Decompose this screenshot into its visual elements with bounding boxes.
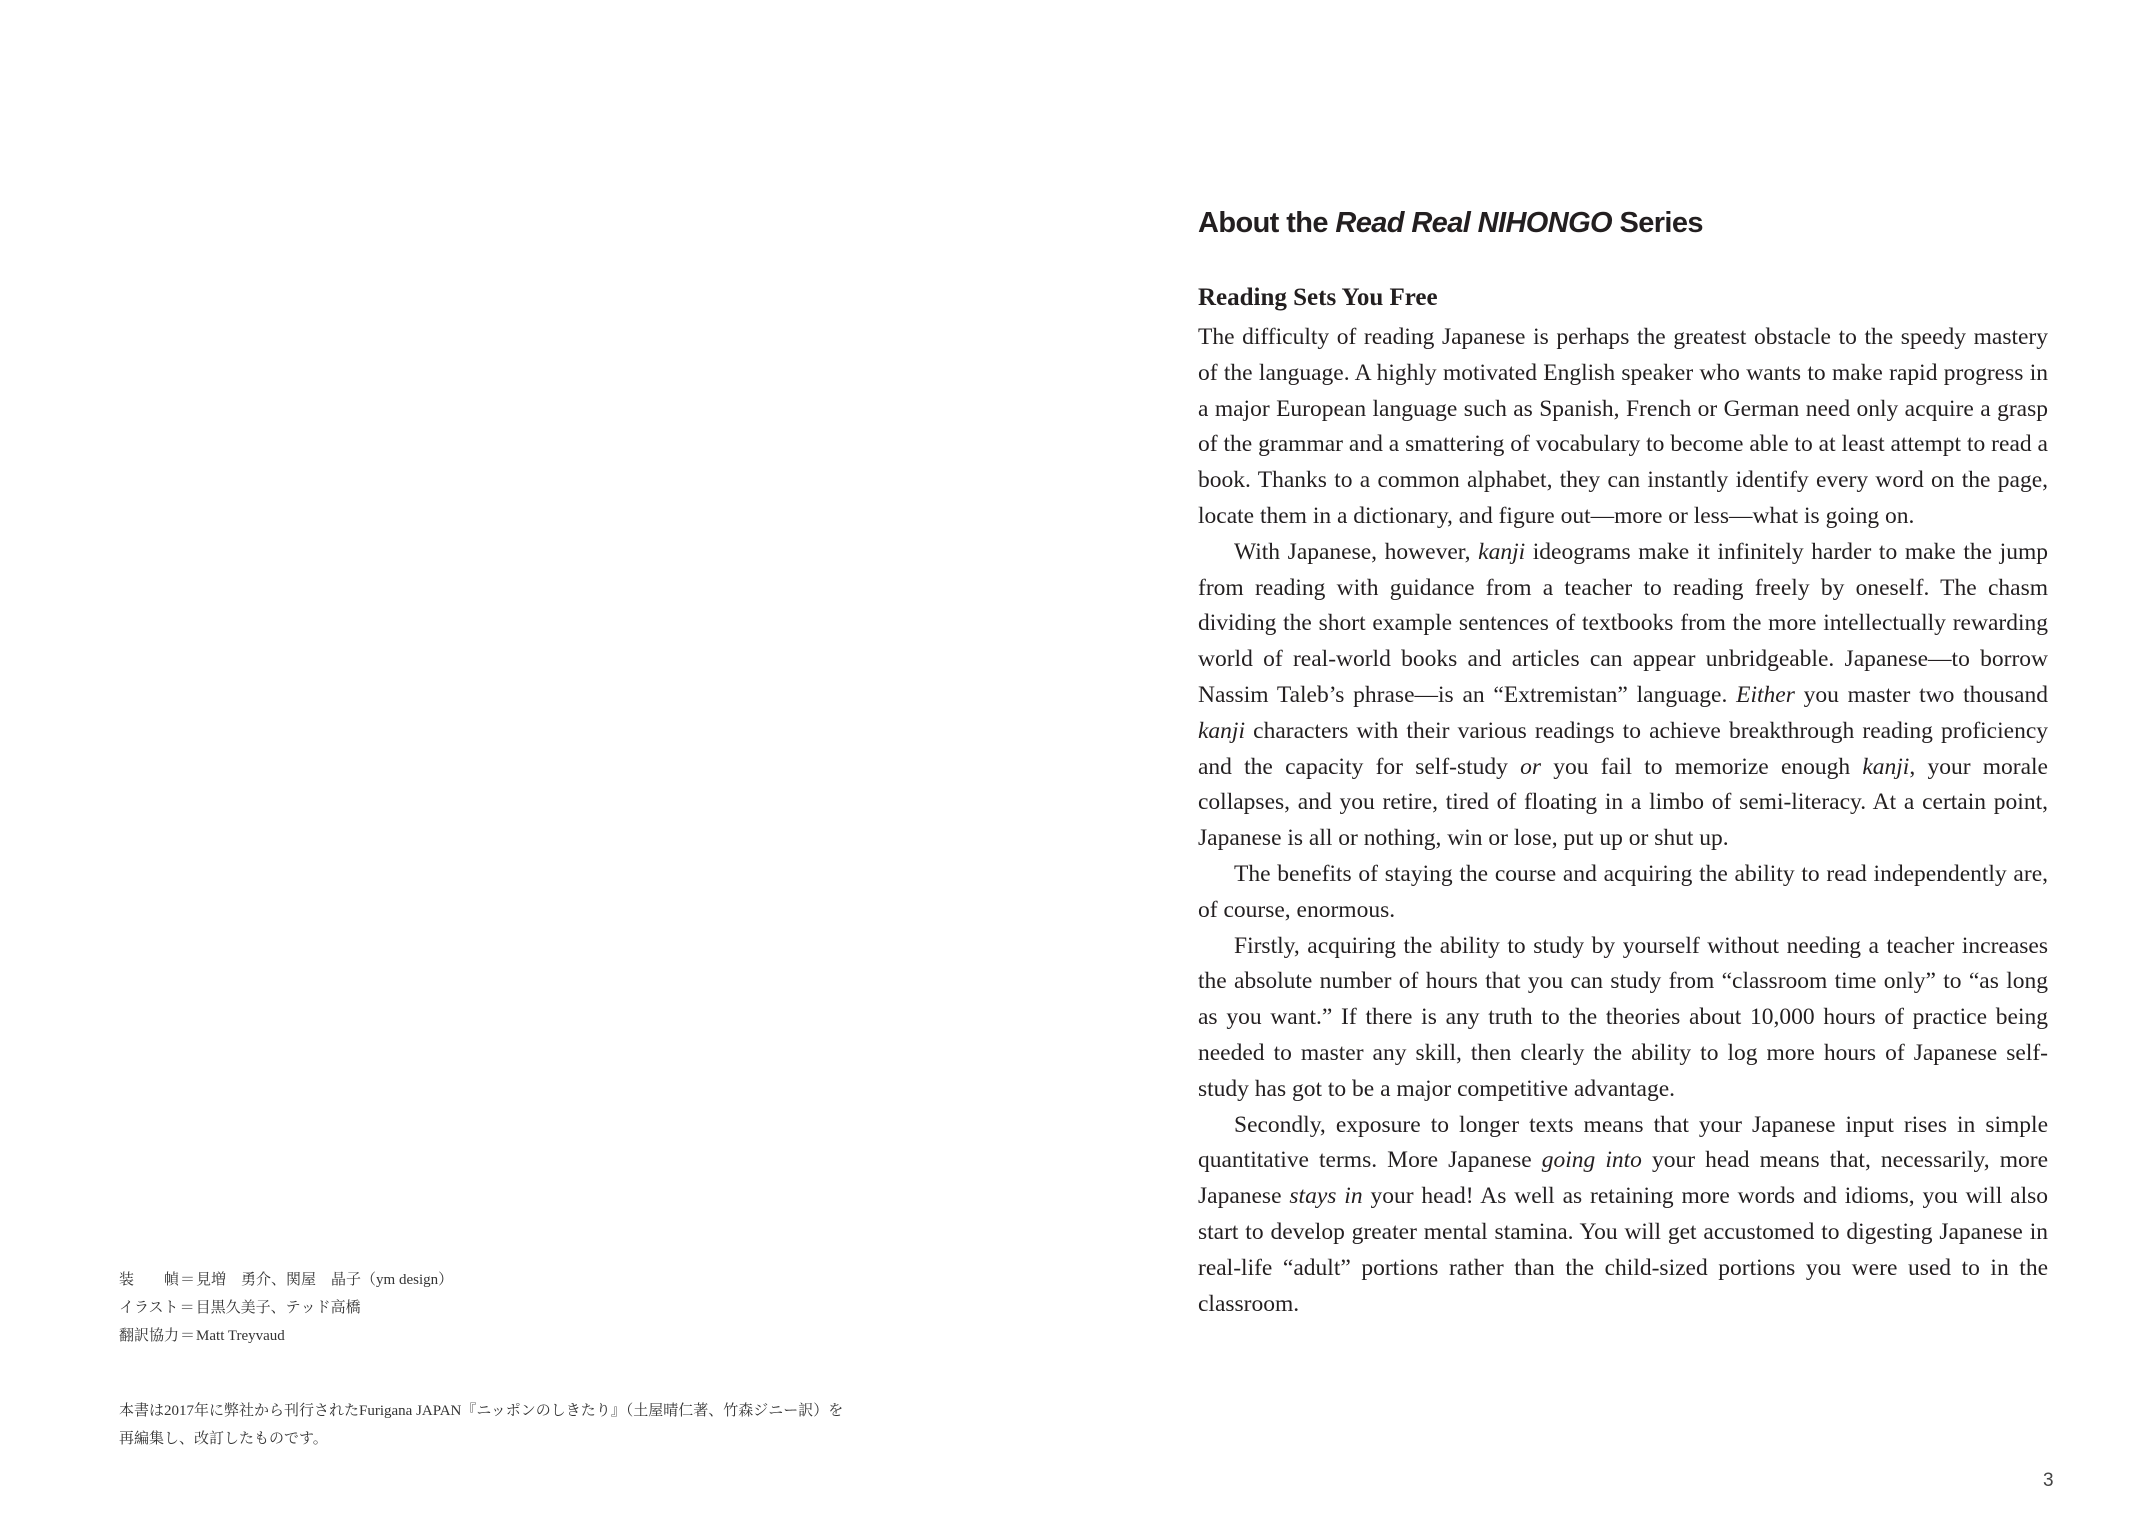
credit-value: 見増 勇介、関屋 晶子（ym design） — [196, 1272, 454, 1288]
edition-note — [119, 1397, 843, 1453]
credit-line-translation: 翻訳協力＝Matt Treyvaud — [119, 1322, 453, 1350]
paragraph: With Japanese, however, kanji ideograms make it infinitely harder to make the jump from reading with guidance from a teacher to reading freely by oneself. The chasm dividing the short example sentences of textbooks from the more intellectually rewarding world of real-world books and articles can appear unbridgeable. Japanese—to borrow Nassim Taleb’s phrase—is an “Extremistan” language. Either you master two thousand kanji characters with their various readings to achieve breakthrough reading proficiency and the capacity for self-study or you fail to memorize enough kanji, your morale collapses, and you retire, tired of floating in a limbo of semi-literacy. At a certain point, Japanese is all or nothing, win or lose, put up or shut up. — [1198, 538, 2048, 852]
paragraph: Secondly, exposure to longer texts means that your Japanese input rises in simple quantitative terms. More Japanese going into your head means that, necessarily, more Japanese stays in your head! As well as retaining more words and idioms, you will also start to develop greater mental stamina. You will get accustomed to digesting Japanese in real-life “adult” portions rather than the child-sized portions you were used to in the classroom. — [1198, 1111, 2048, 1317]
credit-value: 目黒久美子、テッド高橋 — [195, 1300, 361, 1316]
paragraph: The benefits of staying the course and acquiring the ability to read independently are, of course, enormous. — [1198, 860, 2048, 923]
credit-label: 装 幀 — [119, 1272, 180, 1288]
body-text — [1198, 320, 2048, 1322]
edition-note-line: 再編集し、改訂したものです。 — [119, 1431, 328, 1447]
credit-label: イラスト — [119, 1300, 179, 1316]
paragraph: The difficulty of reading Japanese is perhaps the greatest obstacle to the speedy mastery of the language. A highly motivated English speaker who wants to make rapid progress in a major European language such as Spanish, French or German need only acquire a grasp of the grammar and a smattering of vocabulary to become able to at least attempt to read a book. Thanks to a common alphabet, they can instantly identify every word on the page, locate them in a dictionary, and figure out—more or less—what is going on. — [1198, 324, 2048, 529]
credits-block — [119, 1266, 453, 1350]
credit-line-design: 装 幀＝見増 勇介、関屋 晶子（ym design） — [119, 1266, 453, 1294]
series-title: About the Read Real NIHONGO Series — [1198, 207, 1703, 239]
section-title: Reading Sets You Free — [1198, 284, 1438, 311]
credit-line-illustration: イラスト＝目黒久美子、テッド高橋 — [119, 1294, 453, 1322]
paragraph: Firstly, acquiring the ability to study by yourself without needing a teacher increases the absolute number of hours that you can study from “classroom time only” to “as long as you want.” If there is any truth to the theories about 10,000 hours of practice being needed to master any skill, then clearly the ability to log more hours of Japanese self-study has got to be a major competitive advantage. — [1198, 932, 2048, 1102]
credit-value: Matt Treyvaud — [196, 1328, 285, 1344]
credit-label: 翻訳協力 — [119, 1328, 180, 1344]
page-number: 3 — [2043, 1470, 2054, 1491]
right-page — [1075, 0, 2150, 1518]
edition-note-line: 本書は2017年に弊社から刊行されたFurigana JAPAN『ニッポンのしきたり』（土屋晴仁著、竹森ジニー訳）を — [119, 1403, 844, 1419]
article — [1198, 200, 2048, 1322]
